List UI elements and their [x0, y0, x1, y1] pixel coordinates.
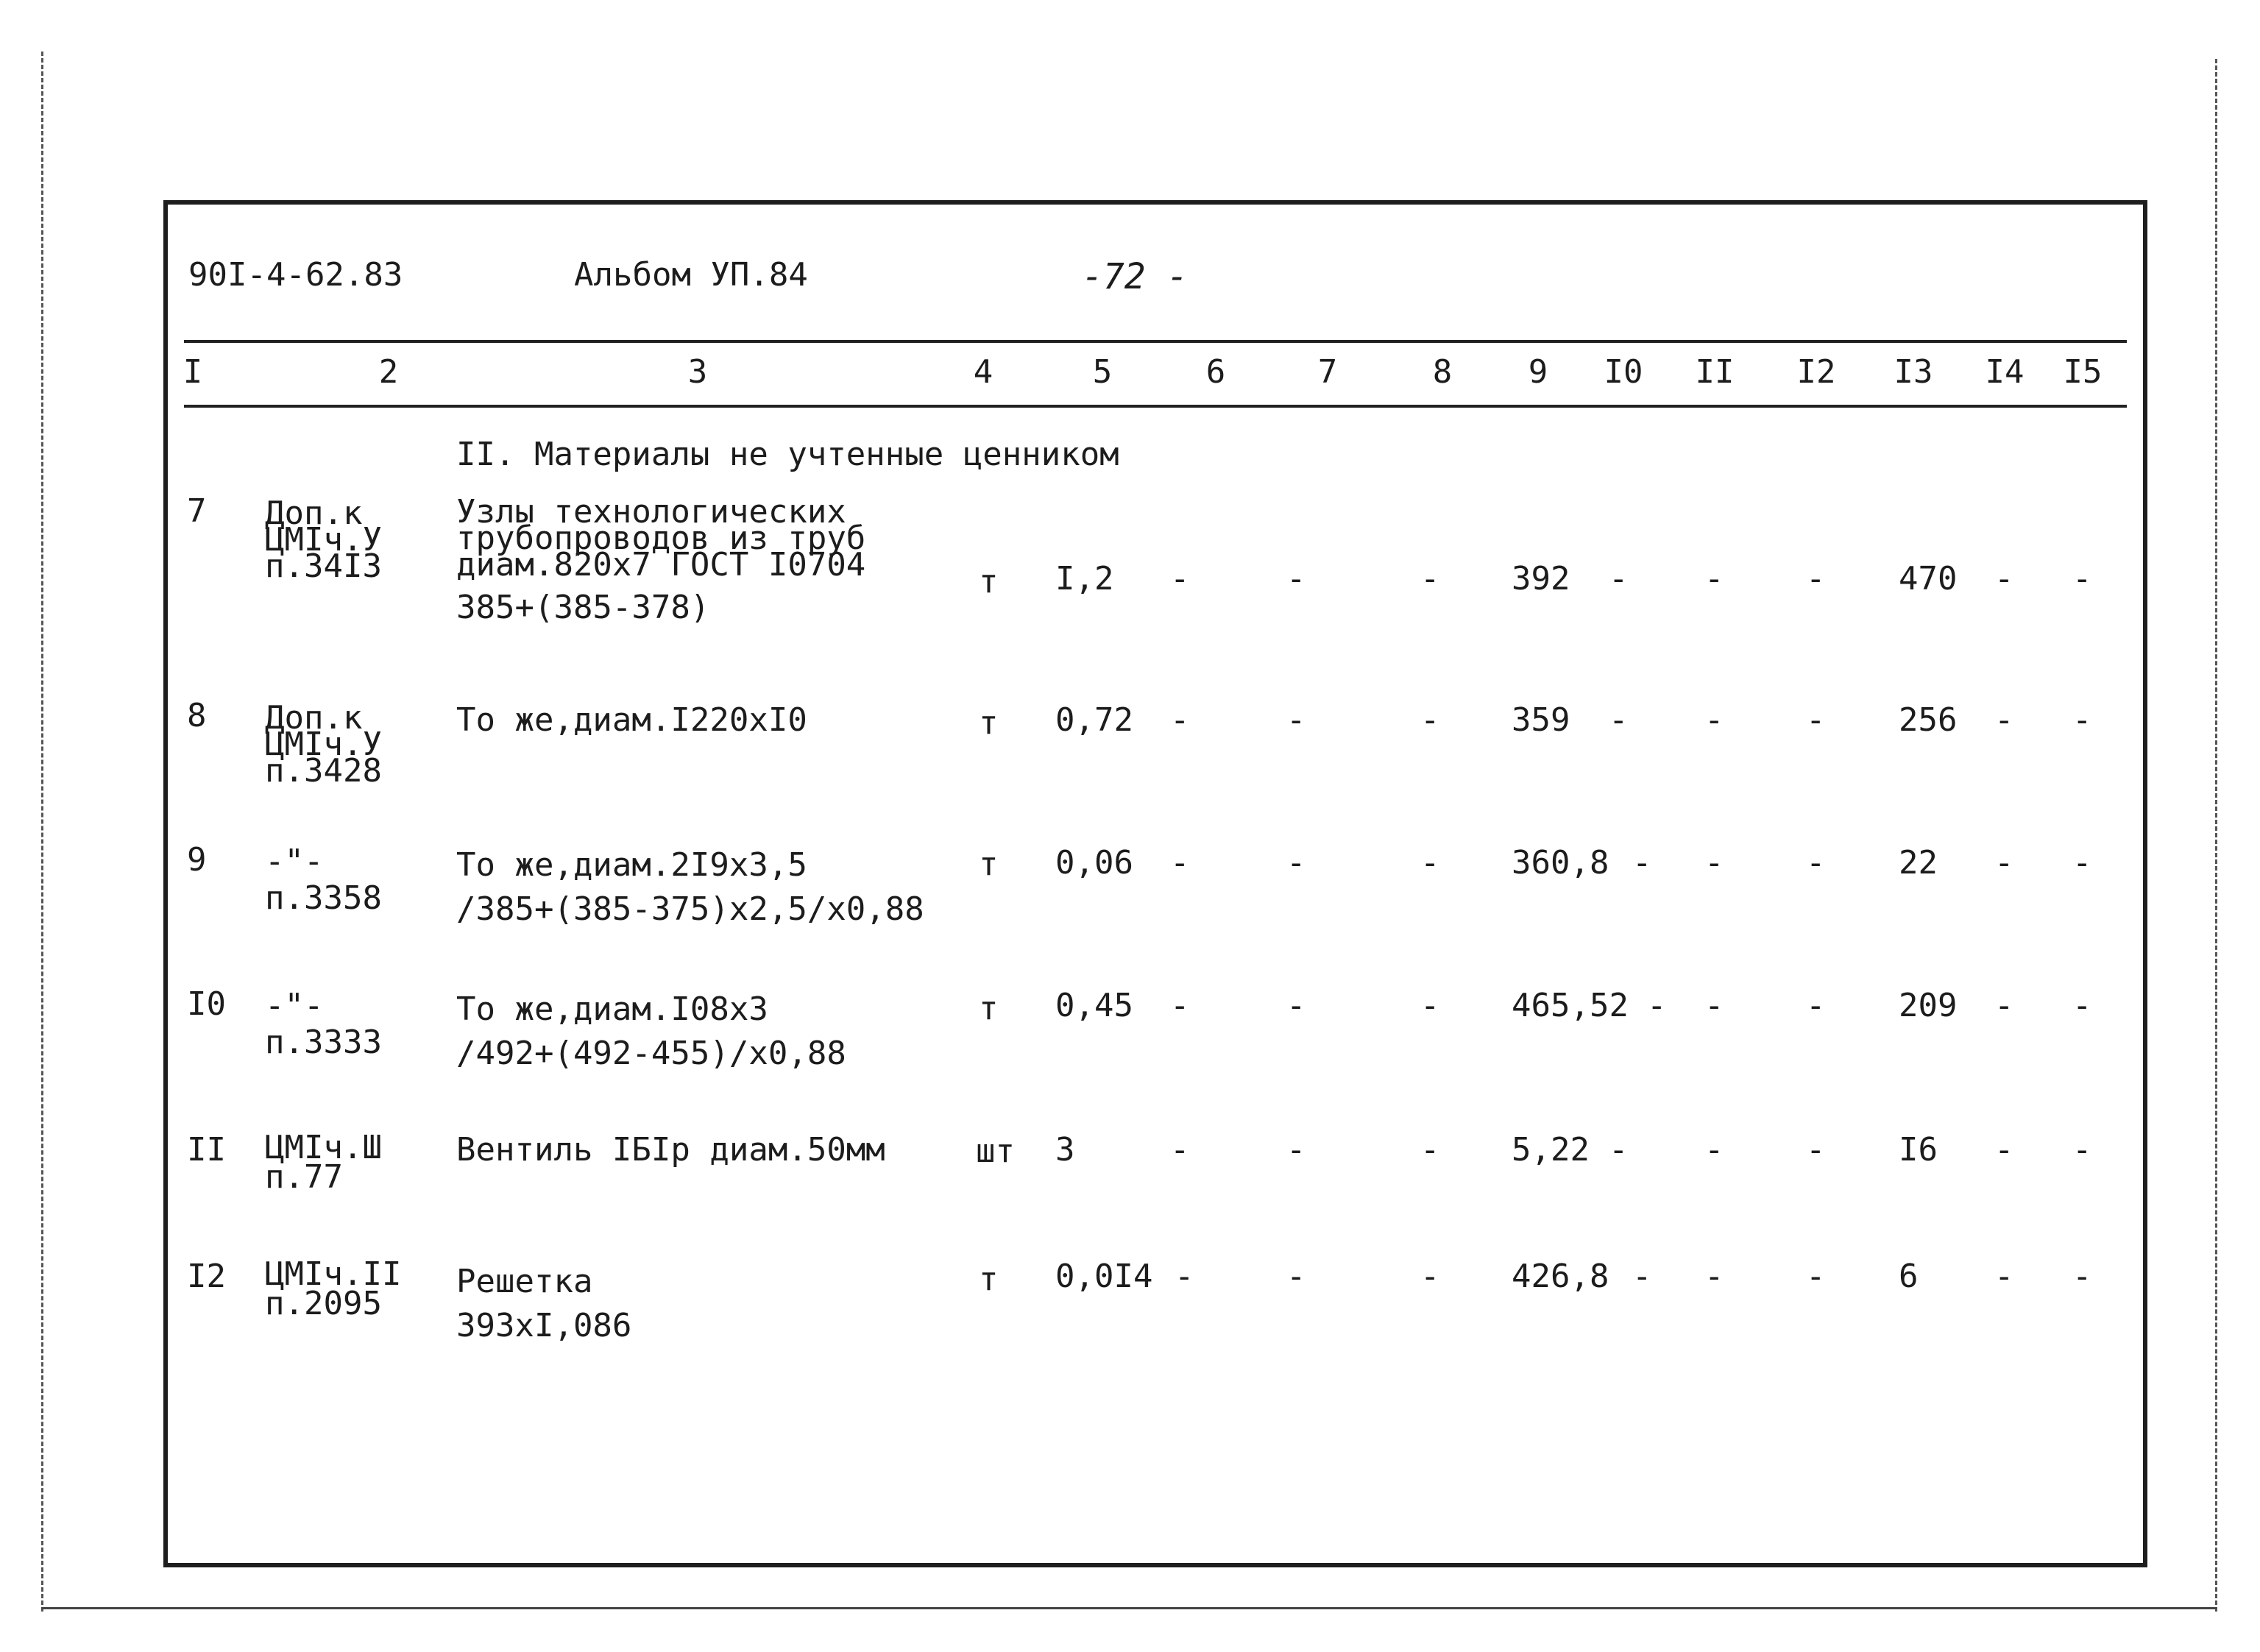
col-12: - — [1806, 1131, 1826, 1169]
row-number: 7 — [187, 492, 207, 530]
unit: т — [979, 1261, 999, 1298]
col-num-9: 9 — [1528, 353, 1548, 391]
col-7: - — [1286, 987, 1306, 1024]
quantity: 0,45 — [1055, 987, 1133, 1024]
header-rule-bottom — [184, 405, 2127, 408]
col-7: - — [1286, 560, 1306, 598]
quantity: 0,72 — [1055, 701, 1133, 739]
unit: т — [979, 846, 999, 883]
col-15: - — [2072, 1258, 2092, 1295]
col-10: - — [1609, 1131, 1629, 1169]
col-num-3: 3 — [687, 353, 708, 391]
unit: т — [979, 563, 999, 600]
col-12: - — [1806, 1258, 1826, 1295]
page-number: -72 - — [1082, 256, 1189, 297]
col-num-12: I2 — [1796, 353, 1836, 391]
col-num-2: 2 — [378, 353, 399, 391]
row-description — [456, 703, 807, 737]
album-label: Альбом УП.84 — [574, 256, 808, 294]
desc-line: То же,диам.I08х3 — [456, 990, 768, 1028]
col-14: - — [1994, 1258, 2014, 1295]
desc-line: трубопроводов из труб — [456, 520, 866, 557]
col-7: - — [1286, 1258, 1306, 1295]
col-num-14: I4 — [1985, 353, 2025, 391]
col-num-7: 7 — [1317, 353, 1338, 391]
col-7: - — [1286, 844, 1306, 882]
row-description — [456, 843, 924, 932]
ref-line: ЦМIч.II — [265, 1255, 402, 1293]
col-12: - — [1806, 987, 1826, 1024]
ref-line: -"- — [265, 843, 324, 880]
col-num-1: I — [183, 353, 203, 391]
row-number: II — [187, 1131, 226, 1169]
col-num-10: I0 — [1604, 353, 1643, 391]
quantity: I,2 — [1055, 560, 1114, 598]
ref-line: ЦМIч.У — [265, 726, 382, 763]
ref-line: Доп.к — [265, 494, 363, 532]
col-11: - — [1704, 701, 1724, 739]
col-11: - — [1704, 987, 1724, 1024]
ref-line: п.2095 — [265, 1285, 382, 1322]
col-12: - — [1806, 560, 1826, 598]
ref-line: п.3358 — [265, 879, 382, 917]
col-15: - — [2072, 1131, 2092, 1169]
col-num-5: 5 — [1092, 353, 1113, 391]
doc-number: 90I-4-62.83 — [188, 256, 403, 294]
ref-line: п.3333 — [265, 1024, 382, 1061]
col-7: - — [1286, 1131, 1306, 1169]
col-9-price: 392 — [1512, 560, 1570, 598]
row-reference — [265, 494, 382, 585]
desc-line: Узлы технологических — [456, 493, 846, 531]
col-11: - — [1704, 844, 1724, 882]
col-10: - — [1632, 1258, 1652, 1295]
desc-line: То же,диам.I220хI0 — [456, 701, 807, 739]
row-number: I2 — [187, 1258, 226, 1295]
row-description — [456, 1260, 631, 1348]
desc-line: диам.820х7 ГОСТ I0704 — [456, 546, 866, 584]
col-15: - — [2072, 844, 2092, 882]
row-reference — [265, 988, 382, 1061]
desc-line: 393хI,086 — [456, 1307, 632, 1344]
col-12: - — [1806, 701, 1826, 739]
row-reference — [265, 843, 382, 917]
ref-line: ЦМIч.Ш — [265, 1129, 382, 1166]
col-11: - — [1704, 560, 1724, 598]
row-number: 9 — [187, 841, 207, 879]
ref-line: п.34I3 — [265, 547, 382, 585]
col-8: - — [1420, 1131, 1440, 1169]
ref-line: ЦМIч.У — [265, 521, 382, 559]
col-10: - — [1647, 987, 1667, 1024]
unit: шт — [976, 1132, 1015, 1170]
col-9-price: 359 — [1512, 701, 1570, 739]
col-6: - — [1175, 1258, 1194, 1295]
col-14: - — [1994, 844, 2014, 882]
col-11: - — [1704, 1258, 1724, 1295]
col-8: - — [1420, 987, 1440, 1024]
col-num-6: 6 — [1205, 353, 1226, 391]
col-num-15: I5 — [2063, 353, 2103, 391]
col-8: - — [1420, 844, 1440, 882]
col-9-price: 5,22 — [1512, 1131, 1590, 1169]
col-15: - — [2072, 987, 2092, 1024]
col-13-total: I6 — [1899, 1131, 1938, 1169]
ref-line: -"- — [265, 987, 324, 1024]
desc-line: /492+(492-455)/х0,88 — [456, 1035, 846, 1072]
col-7: - — [1286, 701, 1306, 739]
row-number: I0 — [187, 985, 226, 1023]
binding-line-left — [41, 52, 43, 1612]
unit: т — [979, 990, 999, 1027]
header-rule-top — [184, 340, 2127, 343]
col-10: - — [1609, 560, 1629, 598]
col-10: - — [1609, 701, 1629, 739]
row-description — [456, 493, 866, 626]
col-num-4: 4 — [973, 353, 993, 391]
desc-line: 385+(385-378) — [456, 589, 710, 626]
col-8: - — [1420, 701, 1440, 739]
col-9-price: 426,8 — [1512, 1258, 1609, 1295]
col-14: - — [1994, 560, 2014, 598]
row-reference — [265, 1129, 382, 1196]
col-num-13: I3 — [1894, 353, 1933, 391]
col-13-total: 256 — [1899, 701, 1958, 739]
binding-line-bottom — [41, 1607, 2217, 1609]
col-9-price: 465,52 — [1512, 987, 1629, 1024]
row-reference — [265, 1255, 402, 1322]
section-title: II. Материалы не учтенные ценником — [456, 436, 1119, 473]
col-13-total: 470 — [1899, 560, 1958, 598]
col-num-11: II — [1695, 353, 1735, 391]
col-14: - — [1994, 701, 2014, 739]
ref-line: Доп.к — [265, 699, 363, 737]
row-reference — [265, 699, 382, 790]
col-13-total: 6 — [1899, 1258, 1919, 1295]
row-description — [456, 1133, 885, 1167]
col-13-total: 209 — [1899, 987, 1958, 1024]
col-13-total: 22 — [1899, 844, 1938, 882]
col-6: - — [1170, 844, 1190, 882]
row-description — [456, 988, 846, 1076]
col-6: - — [1170, 1131, 1190, 1169]
ref-line: п.77 — [265, 1158, 343, 1196]
col-15: - — [2072, 701, 2092, 739]
quantity: 0,06 — [1055, 844, 1133, 882]
desc-line: Решетка — [456, 1263, 593, 1300]
col-6: - — [1170, 560, 1190, 598]
col-14: - — [1994, 1131, 2014, 1169]
col-12: - — [1806, 844, 1826, 882]
col-num-8: 8 — [1432, 353, 1453, 391]
col-10: - — [1632, 844, 1652, 882]
col-15: - — [2072, 560, 2092, 598]
col-14: - — [1994, 987, 2014, 1024]
unit: т — [979, 704, 999, 742]
quantity: 0,0I4 — [1055, 1258, 1153, 1295]
ref-line: п.3428 — [265, 752, 382, 790]
desc-line: Вентиль IБIр диам.50мм — [456, 1131, 885, 1169]
desc-line: То же,диам.2I9х3,5 — [456, 846, 807, 884]
col-8: - — [1420, 560, 1440, 598]
binding-line-right — [2215, 59, 2217, 1612]
quantity: 3 — [1055, 1131, 1075, 1169]
col-8: - — [1420, 1258, 1440, 1295]
col-11: - — [1704, 1131, 1724, 1169]
row-number: 8 — [187, 697, 207, 734]
desc-line: /385+(385-375)х2,5/х0,88 — [456, 890, 924, 928]
col-6: - — [1170, 987, 1190, 1024]
col-9-price: 360,8 — [1512, 844, 1609, 882]
col-6: - — [1170, 701, 1190, 739]
